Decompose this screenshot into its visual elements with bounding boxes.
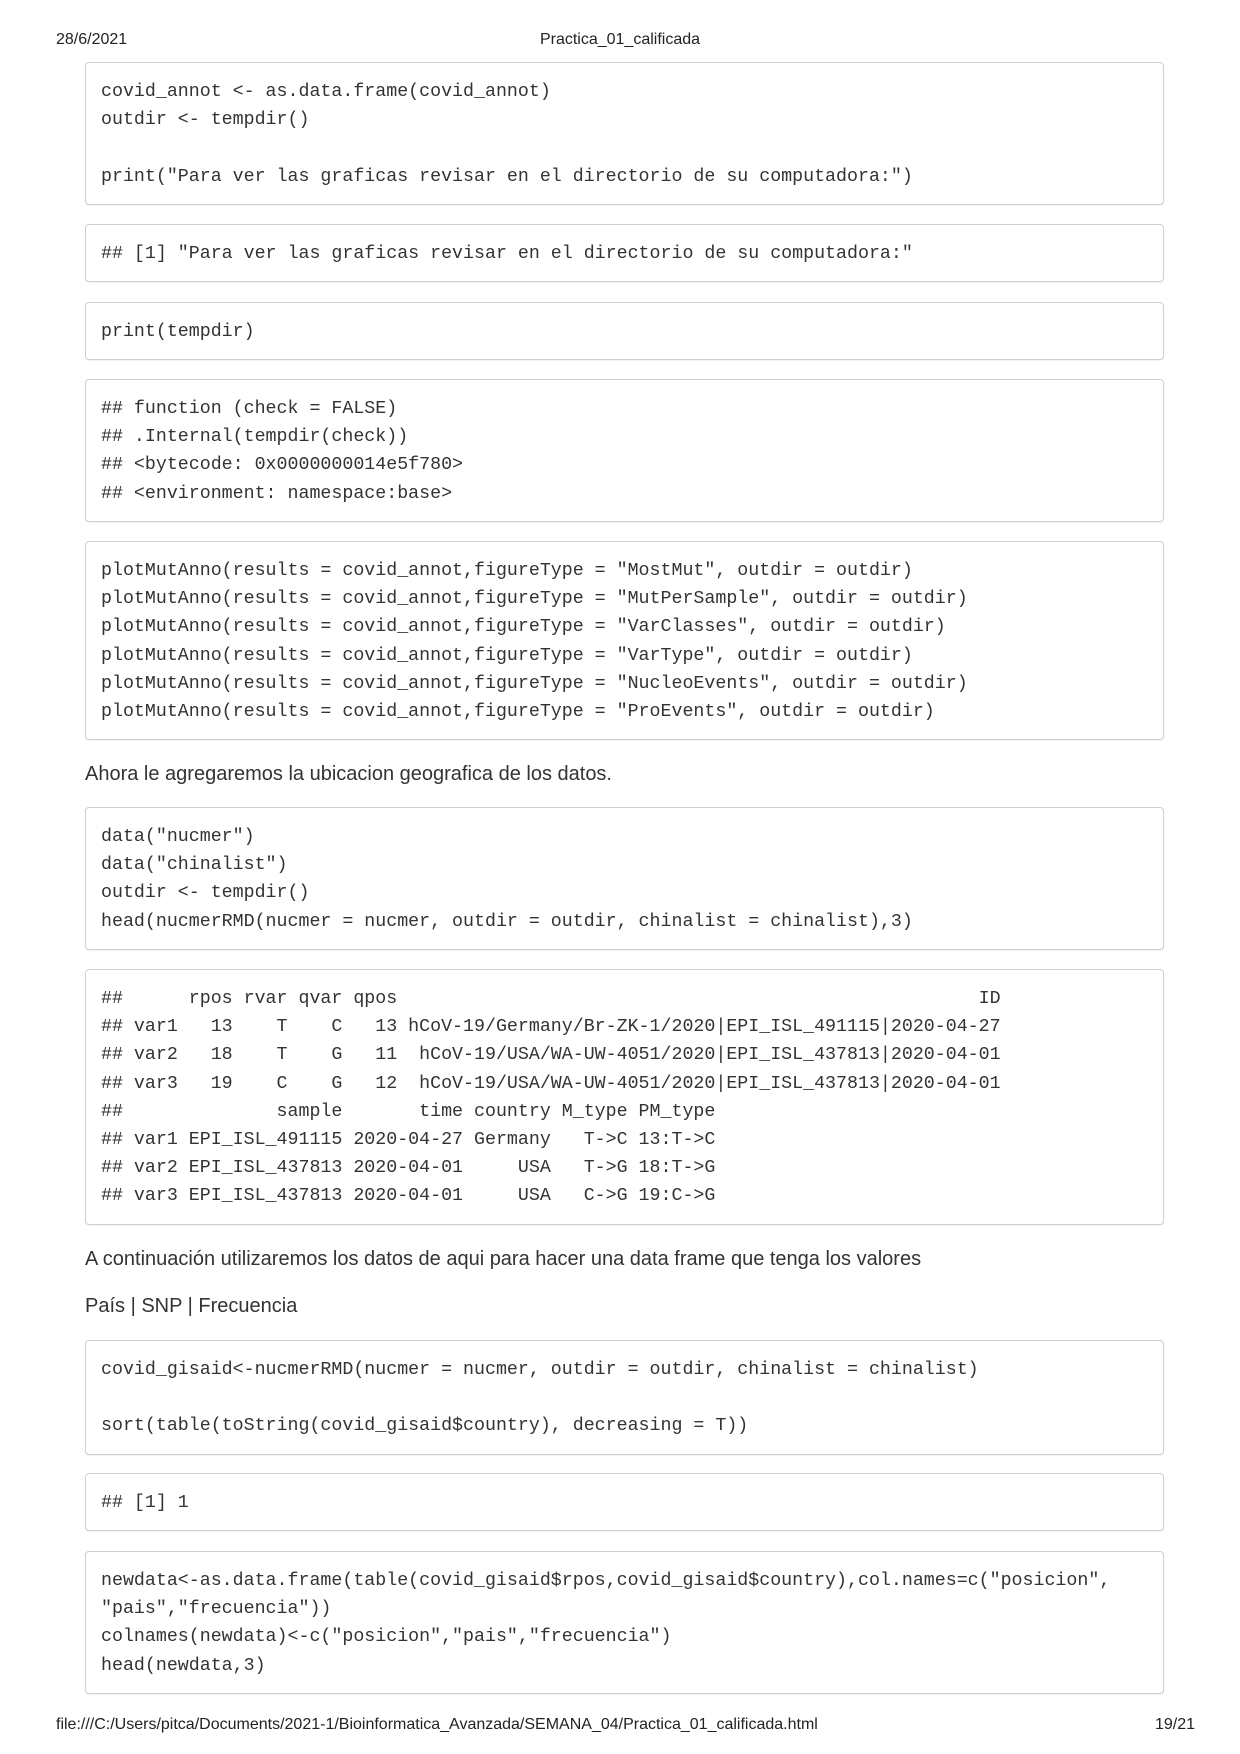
code-chunk: [85, 302, 1164, 360]
output-line: ## function (check = FALSE): [101, 399, 398, 419]
output-line: ## <bytecode: 0x0000000014e5f780>: [101, 455, 464, 476]
output-chunk: [85, 379, 1164, 522]
output-chunk: [85, 1473, 1164, 1531]
output-line: ## var2 18 T G 11 hCoV-19/USA/WA-UW-4051/2020|EPI_ISL_437813|2020-04-01: [101, 1045, 1001, 1066]
code-chunk: [85, 62, 1164, 205]
code-line: head(newdata,3): [101, 1655, 266, 1676]
code-line: data("nucmer"): [101, 827, 255, 847]
code-line: [101, 134, 1163, 162]
code-line: plotMutAnno(results = covid_annot,figureType = "MutPerSample", outdir = outdir): [101, 589, 968, 610]
output-line: ## sample time country M_type PM_type: [101, 1101, 716, 1122]
code-line: plotMutAnno(results = covid_annot,figureType = "VarClasses", outdir = outdir): [101, 617, 946, 638]
paragraph: País | SNP | Frecuencia: [85, 1295, 298, 1317]
code-line: plotMutAnno(results = covid_annot,figureType = "VarType", outdir = outdir): [101, 645, 913, 666]
code-line: [101, 1384, 1163, 1412]
code-line: head(nucmerRMD(nucmer = nucmer, outdir = outdir, chinalist = chinalist),3): [101, 911, 913, 932]
code-chunk: [85, 807, 1164, 950]
output-line: ## [1] 1: [101, 1493, 189, 1513]
file-path: file:///C:/Users/pitca/Documents/2021-1/Bioinformatica_Avanzada/SEMANA_04/Practica_01_calificada.html: [56, 1716, 818, 1733]
code-line: data("chinalist"): [101, 855, 288, 876]
output-chunk: [85, 969, 1164, 1225]
code-chunk: [85, 1340, 1164, 1455]
output-line: ## var1 13 T C 13 hCoV-19/Germany/Br-ZK-1/2020|EPI_ISL_491115|2020-04-27: [101, 1017, 1001, 1038]
code-line: plotMutAnno(results = covid_annot,figureType = "NucleoEvents", outdir = outdir): [101, 673, 968, 694]
code-line: sort(table(toString(covid_gisaid$country), decreasing = T)): [101, 1416, 749, 1437]
code-line: covid_gisaid<-nucmerRMD(nucmer = nucmer, outdir = outdir, chinalist = chinalist): [101, 1360, 979, 1380]
code-line: newdata<-as.data.frame(table(covid_gisaid$rpos,covid_gisaid$country),col.names=c("posicion",: [101, 1571, 1111, 1591]
output-line: ## var2 EPI_ISL_437813 2020-04-01 USA T->G 18:T->G: [101, 1158, 716, 1179]
print-date: 28/6/2021: [56, 31, 128, 48]
output-line: ## rpos rvar qvar qpos ID: [101, 989, 1001, 1009]
code-chunk: [85, 541, 1164, 740]
code-line: "pais","frecuencia")): [101, 1599, 332, 1620]
code-line: outdir <- tempdir(): [101, 883, 310, 904]
code-line: colnames(newdata)<-c("posicion","pais","frecuencia"): [101, 1627, 672, 1648]
output-line: ## <environment: namespace:base>: [101, 483, 453, 504]
output-line: ## .Internal(tempdir(check)): [101, 427, 409, 448]
output-line: ## var1 EPI_ISL_491115 2020-04-27 Germany T->C 13:T->C: [101, 1129, 716, 1150]
code-line: plotMutAnno(results = covid_annot,figureType = "ProEvents", outdir = outdir): [101, 701, 935, 722]
code-line: covid_annot <- as.data.frame(covid_annot): [101, 82, 551, 102]
code-chunk: [85, 1551, 1164, 1694]
paragraph: Ahora le agregaremos la ubicacion geografica de los datos.: [85, 763, 612, 785]
page-number: 19/21: [1154, 1716, 1195, 1733]
document-title: Practica_01_calificada: [539, 31, 701, 48]
paragraph: A continuación utilizaremos los datos de aqui para hacer una data frame que tenga los valores: [85, 1248, 922, 1270]
code-line: print("Para ver las graficas revisar en el directorio de su computadora:"): [101, 166, 913, 187]
output-chunk: [85, 224, 1164, 282]
code-line: plotMutAnno(results = covid_annot,figureType = "MostMut", outdir = outdir): [101, 561, 913, 581]
code-line: print(tempdir): [101, 322, 255, 342]
output-line: ## var3 19 C G 12 hCoV-19/USA/WA-UW-4051/2020|EPI_ISL_437813|2020-04-01: [101, 1073, 1001, 1094]
output-line: ## var3 EPI_ISL_437813 2020-04-01 USA C->G 19:C->G: [101, 1186, 716, 1207]
code-line: outdir <- tempdir(): [101, 110, 310, 131]
output-line: ## [1] "Para ver las graficas revisar en el directorio de su computadora:": [101, 244, 913, 264]
